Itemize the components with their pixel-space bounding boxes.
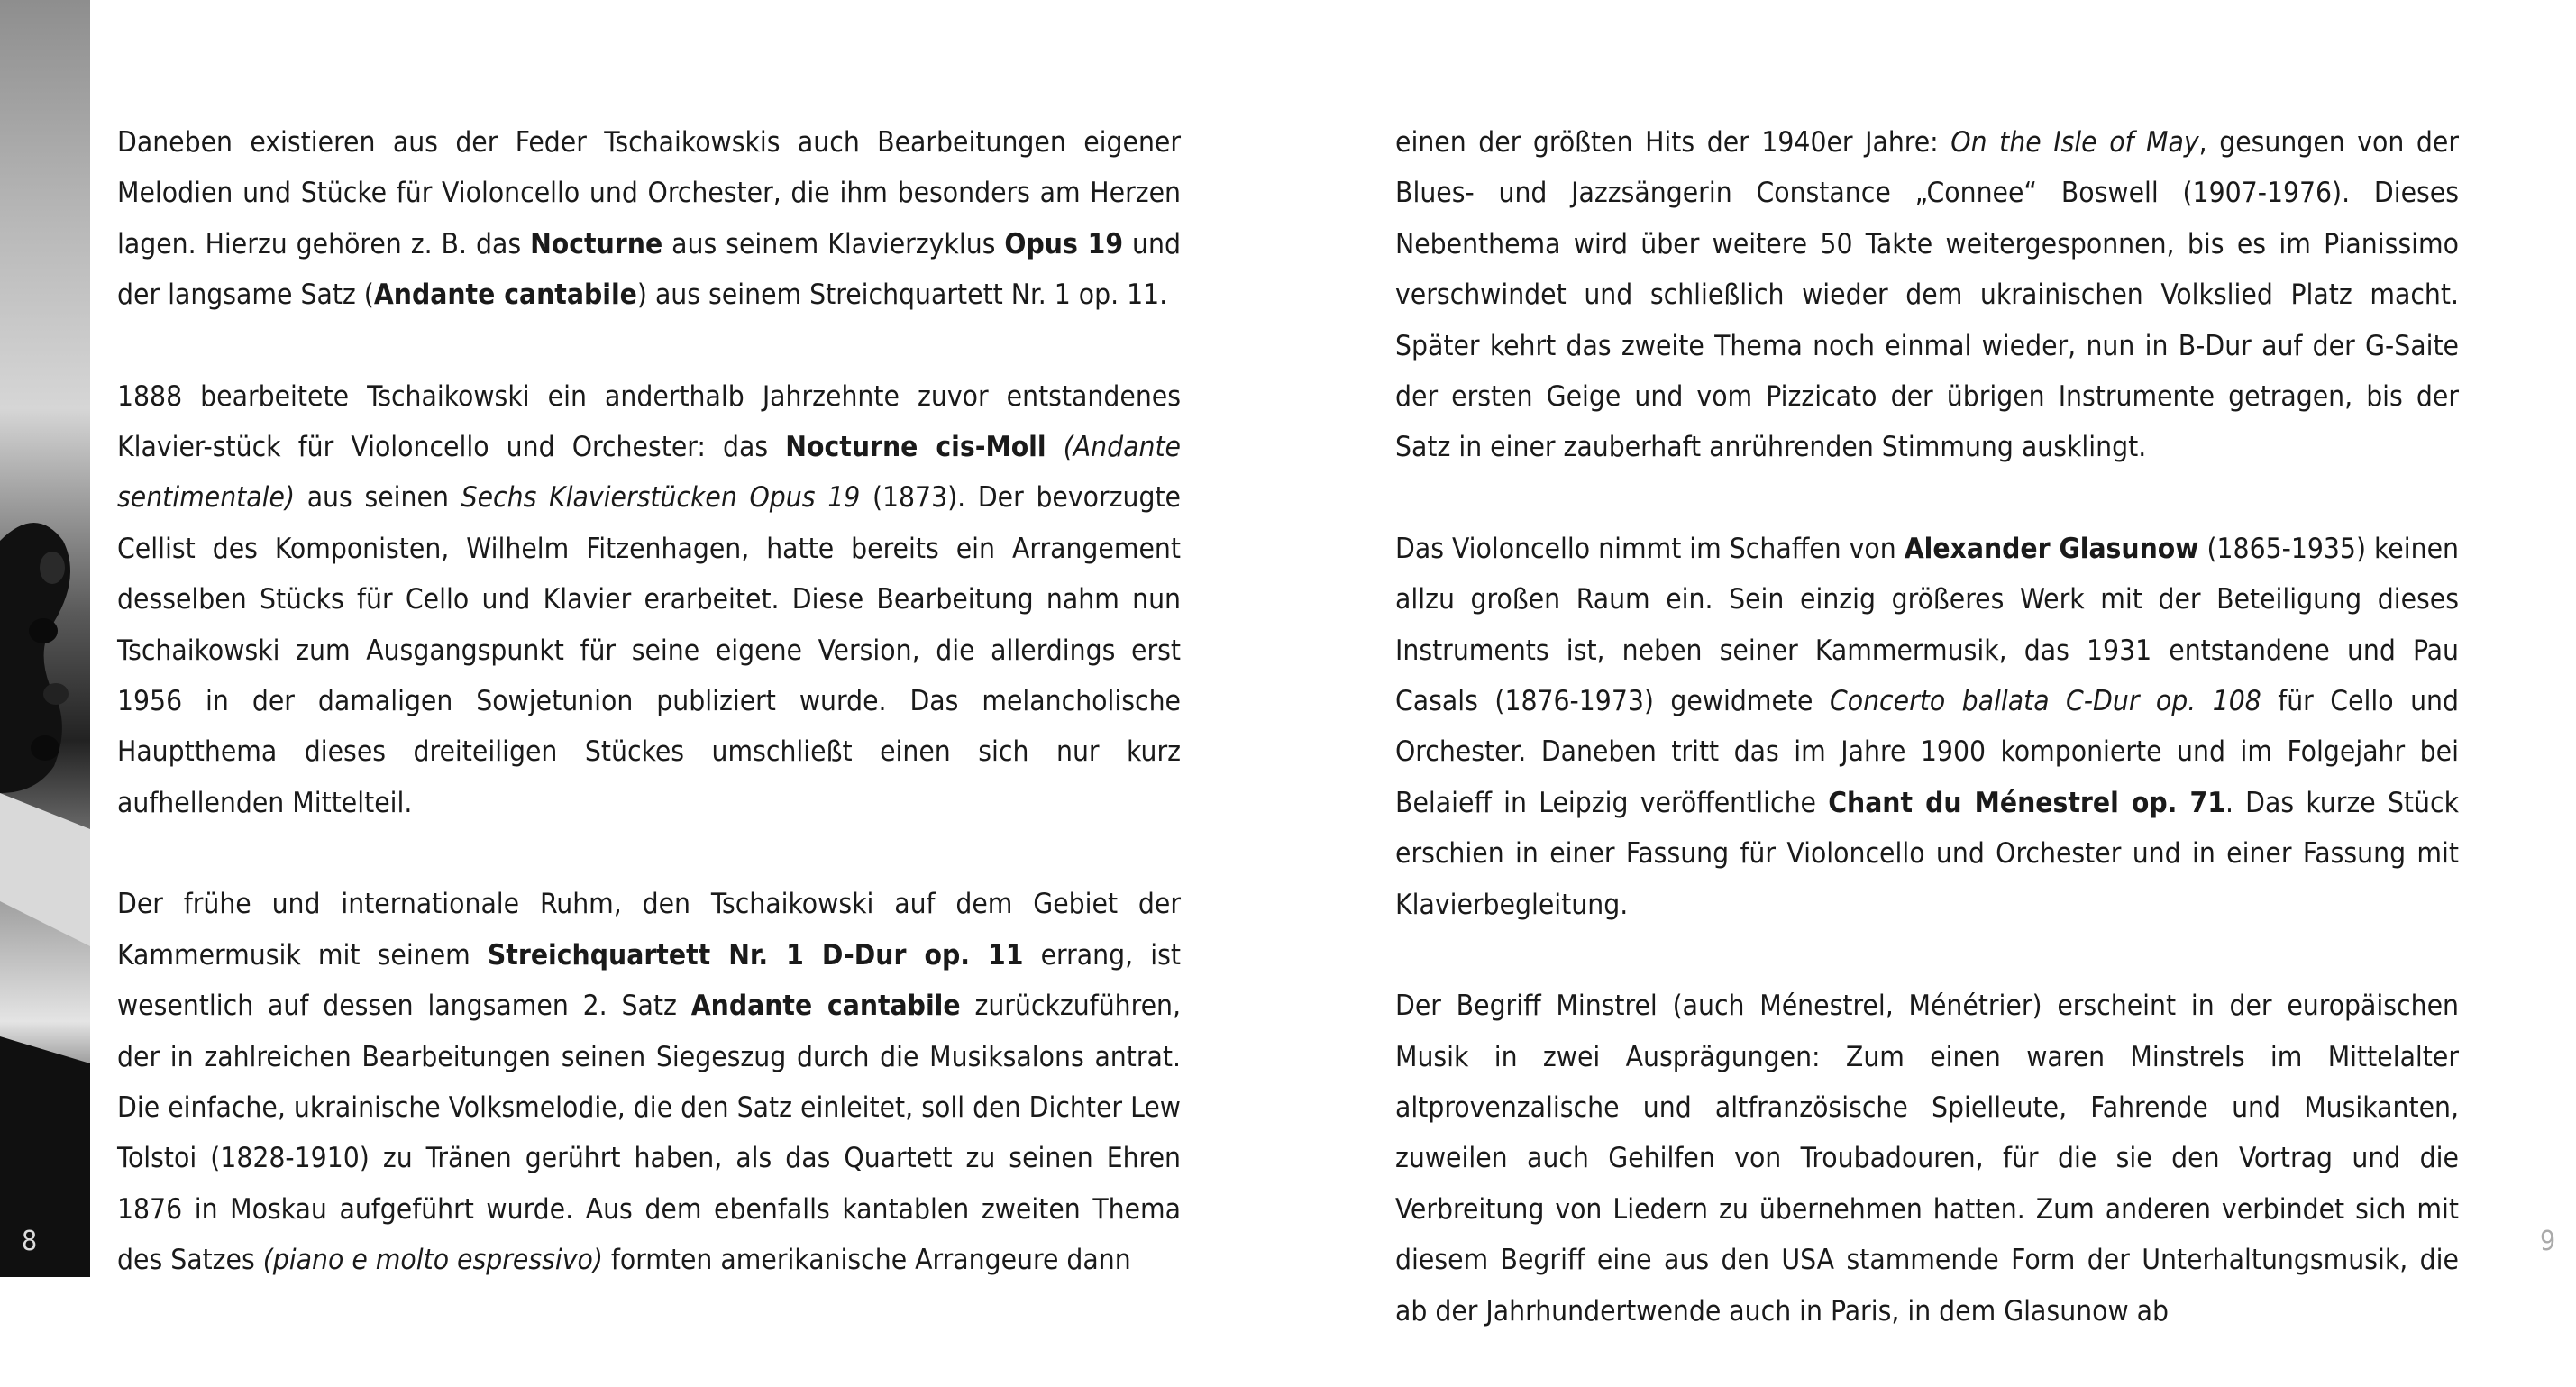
left-page-column	[117, 117, 1181, 1337]
bold-work-title: Nocturne cis-Moll	[785, 431, 1046, 464]
bold-work-title: Streichquartett Nr. 1 D-Dur op. 11	[487, 938, 1024, 972]
paragraph: Der frühe und internationale Ruhm, den Tschaikowski auf dem Gebiet der Kammermusik mit seinem Streichquartett Nr. 1 D-Dur op. 11 errang, ist wesentlich auf dessen langsamen 2. Satz Andante cantabile zurückzuführen, der in zahlreichen Bearbeitungen seinen Siegeszug durch die Musiksalons antrat. Die einfache, ukrainische Volksmelodie, die den Satz einleitet, soll den Dichter Lew Tolstoi (1828-1910) zu Tränen gerührt haben, als das Quartett zu seinen Ehren 1876 in Moskau aufgeführt wurde. Aus dem ebenfalls kantablen zweiten Thema des Satzes (piano e molto espressivo) formten amerikanische Arrangeure dann	[117, 888, 1181, 1277]
italic-work-title: (Andante sentimentale)	[117, 431, 1181, 515]
cello-scroll-image	[0, 0, 90, 1277]
bold-work-title: Andante cantabile	[690, 990, 961, 1023]
page-number-right: 9	[2540, 1226, 2556, 1257]
paragraph: 1888 bearbeitete Tschaikowski ein anderthalb Jahrzehnte zuvor entstandenes Klavier-stück für Violoncello und Orchester: das Nocturne cis-Moll (Andante sentimentale) aus seinen Sechs Klavierstücken Opus 19 (1873). Der bevorzugte Cellist des Komponisten, Wilhelm Fitzenhagen, hatte bereits ein Arrangement desselben Stücks für Cello und Klavier erarbeitet. Diese Bearbeitung nahm nun Tschaikowski zum Ausgangspunkt für seine eigene Version, die allerdings erst 1956 in der damaligen Sowjetunion publiziert wurde. Das melancholische Hauptthema dieses dreiteiligen Stückes umschließt einen sich nur kurz aufhellenden Mittelteil.	[117, 379, 1181, 819]
bold-work-title: Andante cantabile	[373, 278, 637, 312]
paragraph: einen der größten Hits der 1940er Jahre: On the Isle of May, gesungen von der Blues- und Jazzsängerin Constance „Connee“ Boswell (1907-1976). Dieses Nebenthema wird über weitere 50 Takte weitergesponnen, bis es im Pianissimo verschwindet und schließlich wieder dem ukrainischen Volkslied Platz macht. Später kehrt das zweite Thema noch einmal wieder, nun in B-Dur auf der G-Saite der ersten Geige und vom Pizzicato der übrigen Instrumente getragen, bis der Satz in einer zauberhaft anrührenden Stimmung ausklingt.	[1395, 126, 2459, 464]
cello-photo-strip	[0, 0, 90, 1277]
italic-work-title: (piano e molto espressivo)	[262, 1244, 603, 1277]
italic-work-title: On the Isle of May	[1950, 126, 2199, 159]
page-number-left: 8	[22, 1226, 38, 1257]
bold-work-title: Opus 19	[1004, 227, 1124, 260]
italic-work-title: Sechs Klavierstücken Opus 19	[461, 481, 861, 515]
right-page-column	[1395, 117, 2459, 1387]
paragraph: Daneben existieren aus der Feder Tschaikowskis auch Bearbeitungen eigener Melodien und Stücke für Violoncello und Orchester, die ihm besonders am Herzen lagen. Hierzu gehören z. B. das Nocturne aus seinem Klavierzyklus Opus 19 und der langsame Satz (Andante cantabile) aus seinem Streichquartett Nr. 1 op. 11.	[117, 126, 1181, 312]
paragraph: Der Begriff Minstrel (auch Ménestrel, Ménétrier) erscheint in der europäischen Musik in zwei Ausprägungen: Zum einen waren Minstrels im Mittelalter altprovenzalische und altfranzösische Spielleute, Fahrende und Musikanten, zuweilen auch Gehilfen von Troubadouren, für die sie den Vortrag und die Verbreitung von Liedern zu übernehmen hatten. Zum anderen verbindet sich mit diesem Begriff eine aus den USA stammende Form der Unterhaltungsmusik, die ab der Jahrhundertwende auch in Paris, in dem Glasunow ab	[1395, 990, 2459, 1328]
bold-work-title: Alexander Glasunow	[1904, 532, 2199, 565]
italic-work-title: Concerto ballata C-Dur op. 108	[1829, 685, 2261, 718]
bold-work-title: Chant du Ménestrel op. 71	[1828, 786, 2225, 819]
bold-work-title: Nocturne	[530, 227, 663, 260]
paragraph: Das Violoncello nimmt im Schaffen von Alexander Glasunow (1865-1935) keinen allzu großen Raum ein. Sein einzig größeres Werk mit der Beteiligung dieses Instruments ist, neben seiner Kammermusik, das 1931 entstandene und Pau Casals (1876-1973) gewidmete Concerto ballata C-Dur op. 108 für Cello und Orchester. Daneben tritt das im Jahre 1900 komponierte und im Folgejahr bei Belaieff in Leipzig veröffentliche Chant du Ménestrel op. 71. Das kurze Stück erschien in einer Fassung für Violoncello und Orchester und in einer Fassung mit Klavierbegleitung.	[1395, 532, 2459, 921]
